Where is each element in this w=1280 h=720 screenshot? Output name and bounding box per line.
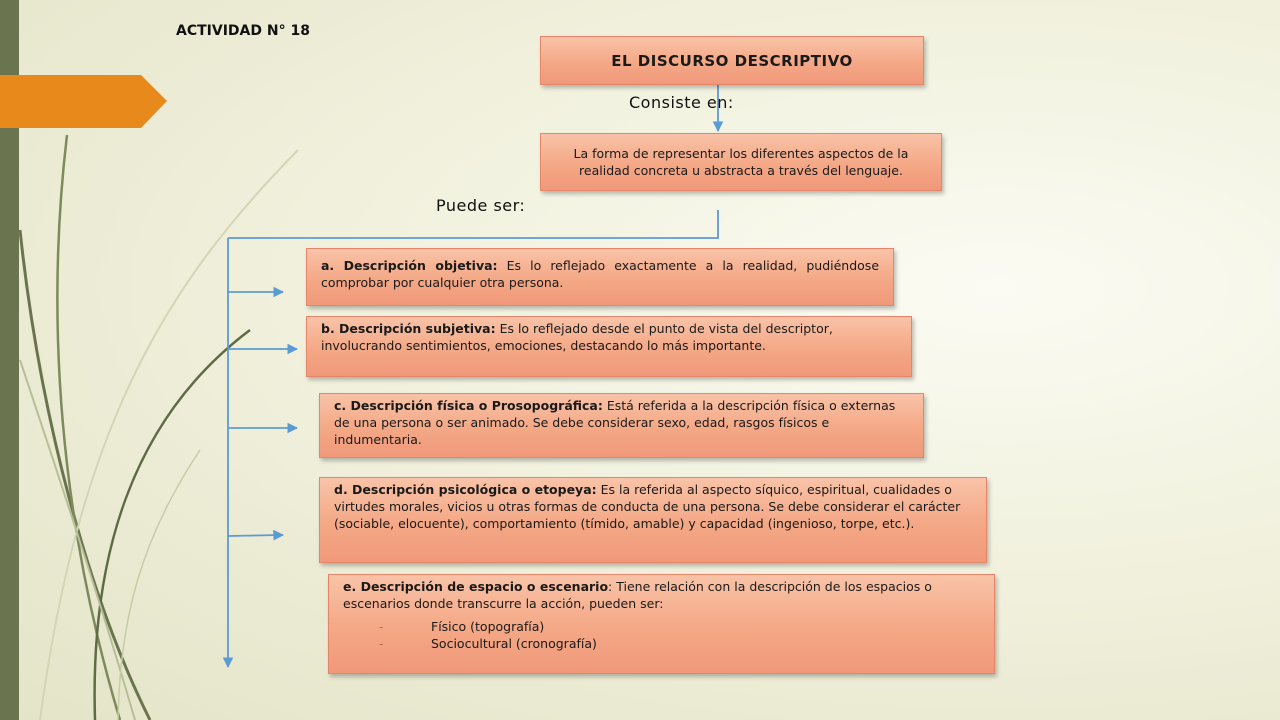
connector-label-consiste: Consiste en: <box>629 93 734 112</box>
item-text-space <box>343 578 980 612</box>
space-type-label: Sociocultural (cronografía) <box>431 636 597 651</box>
item-text-subjective <box>321 320 897 354</box>
arrow-to-item-d <box>228 535 283 536</box>
space-type-item <box>379 635 980 652</box>
connector-label-puede-ser: Puede ser: <box>436 196 526 215</box>
definition-box: La forma de representar los diferentes aspectos de la realidad concreta u abstracta a través del lenguaje. <box>540 133 942 191</box>
item-heading-space: e. Descripción de espacio o escenario <box>343 579 609 594</box>
item-box-subjective <box>306 316 912 377</box>
activity-title: ACTIVIDAD N° 18 <box>176 23 310 39</box>
space-type-list <box>343 618 980 652</box>
item-body-subjective: Es lo reflejado desde el punto de vista del descriptor, involucrando sentimientos, emociones, destacando lo más importante. <box>321 321 833 353</box>
item-body-psychological: Es la referida al aspecto síquico, espiritual, cualidades o virtudes morales, vicios u otras formas de conducta de una persona. Se debe considerar el carácter (sociable, elocuente), comportamiento (tímido, amable) y capacidad (ingenioso, torpe, etc.). <box>334 482 961 531</box>
item-text-psychological <box>334 481 972 532</box>
item-box-objective <box>306 248 894 306</box>
item-heading-physical: c. Descripción física o Prosopográfica: <box>334 398 603 413</box>
space-type-item <box>379 618 980 635</box>
diagram-title-box: EL DISCURSO DESCRIPTIVO <box>540 36 924 85</box>
item-text-objective <box>321 257 879 291</box>
item-body-space: : Tiene relación con la descripción de los espacios o escenarios donde transcurre la acción, pueden ser: <box>343 579 932 611</box>
list-bullet: - <box>379 619 384 634</box>
item-text-physical <box>334 397 909 448</box>
item-box-space <box>328 574 995 674</box>
item-box-physical <box>319 393 924 458</box>
item-heading-subjective: b. Descripción subjetiva: <box>321 321 496 336</box>
item-heading-psychological: d. Descripción psicológica o etopeya: <box>334 482 597 497</box>
item-heading-objective: a. Descripción objetiva: <box>321 258 498 273</box>
orange-tab-shape <box>0 75 167 128</box>
item-body-objective: Es lo reflejado exactamente a la realidad, pudiéndose comprobar por cualquier otra persona. <box>321 258 880 290</box>
item-box-psychological <box>319 477 987 563</box>
item-body-physical: Está referida a la descripción física o externas de una persona o ser animado. Se debe considerar sexo, edad, rasgos físicos e indumentaria. <box>334 398 896 447</box>
space-type-label: Físico (topografía) <box>431 619 545 634</box>
list-bullet: - <box>379 636 384 651</box>
